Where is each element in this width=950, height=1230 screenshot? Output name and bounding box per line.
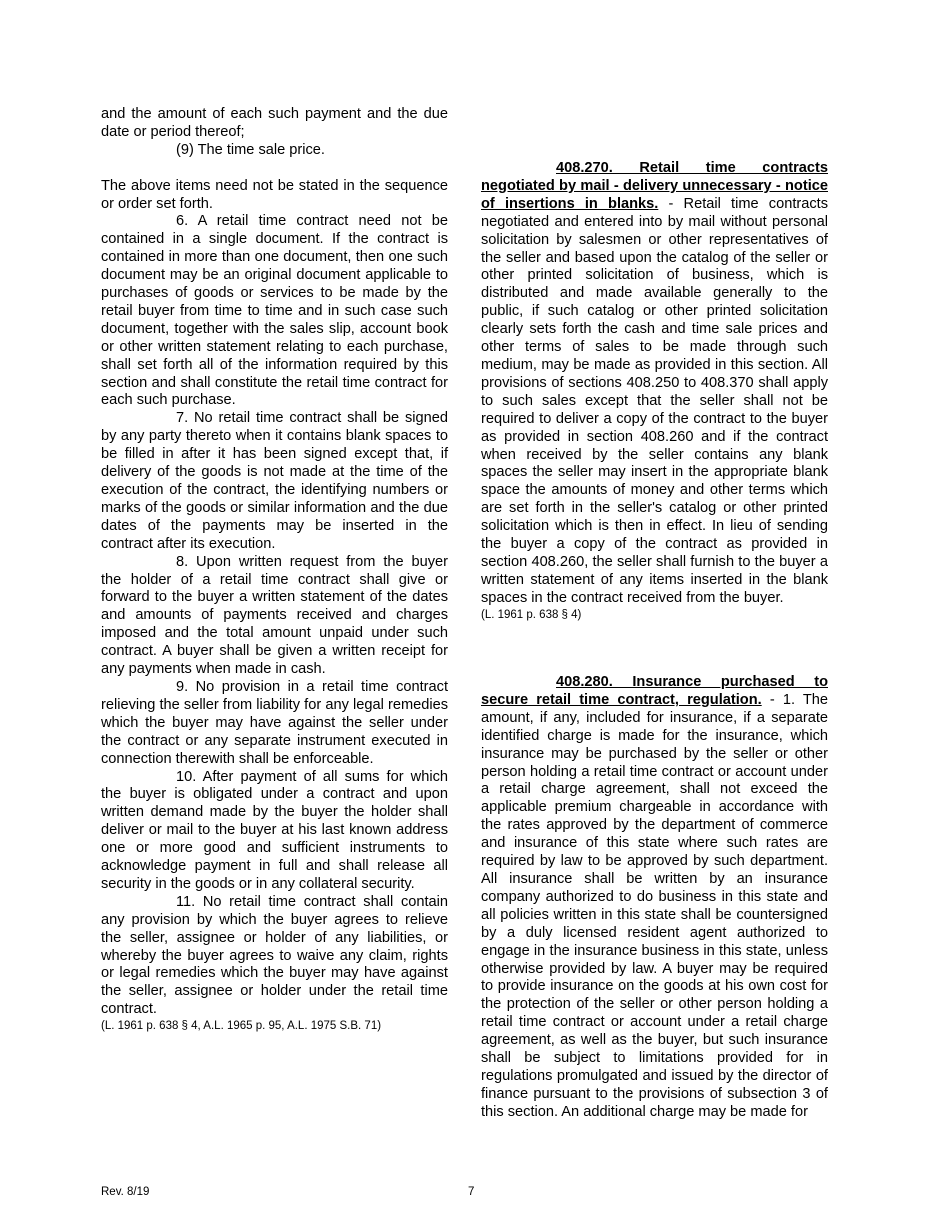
section-408-280	[481, 674, 828, 1122]
section-408-270	[481, 160, 828, 623]
paragraph-10: 10. After payment of all sums for which the buyer is obligated under a contract and upon written demand made by the buyer the holder shall deliver or mail to the buyer at his last known address one or more good and sufficient instruments to acknowledge payment in full and shall release all security in the goods or in any collateral security.	[101, 768, 448, 892]
section-270-heading: 408.270. Retail time contracts negotiated by mail - delivery unnecessary - notice of insertions in blanks.	[481, 160, 828, 212]
section-270-body: - Retail time contracts negotiated and entered into by mail without personal solicitation by salesmen or other representatives of the seller and based upon the catalog of the seller or other printed solicitation of business, which is distributed and made available generally to the public, if such catalog or other printed solicitation clearly sets forth the cash and time sale prices and other terms of sales to be made through such medium, may be made as provided in this section. All provisions of sections 408.250 to 408.370 shall apply to such sales except that the seller shall not be required to deliver a copy of the contract to the buyer as provided in section 408.260 and if the contract when received by the seller contains any blank spaces the seller may insert in the appropriate blank space the amounts of money and other terms which are set forth in the seller's catalog or other printed solicitation which is then in effect. In lieu of sending the buyer a copy of the contract as provided in section 408.260, the seller shall furnish to the buyer a written statement of any items inserted in the blank spaces in the contract received from the buyer.	[481, 195, 829, 606]
section-280-paragraph	[481, 674, 828, 1122]
item-9: (9) The time sale price.	[176, 141, 325, 158]
section-280-body: - 1. The amount, if any, included for insurance, if a separate identified charge is made for the insurance, which insurance may be purchased by the seller or other person holding a retail time contract or account under a retail charge agreement, shall not exceed the applicable premium chargeable in accordance with the rates approved by the department of commerce and insurance of this state where such rates are required by law to be approved by such department. All insurance shall be written by an insurance company authorized to do business in this state and all policies written in this state shall be countersigned by a duly licensed resident agent authorized to engage in the insurance business in this state, unless otherwise provided by law. A buyer may be required to provide insurance on the goods at his own cost for the protection of the seller or other person holding a retail time contract or account under a retail charge agreement, as well as the buyer, but such insurance shall be subject to limitations provided for in regulations promulgated and issued by the director of finance pursuant to the provisions of subsection 3 of this section. An additional charge may be made for	[481, 691, 829, 1120]
section-280-heading: 408.280. Insurance purchased to secure retail time contract, regulation.	[481, 674, 828, 708]
paragraph-7: 7. No retail time contract shall be signed by any party thereto when it contains blank spaces to be filled in after it has been signed except that, if delivery of the goods is not made at the time of the execution of the contract, the identifying numbers or marks of the goods or similar information and the due dates of the payments may be inserted in the contract after its execution.	[101, 410, 448, 552]
paragraph-8: 8. Upon written request from the buyer the holder of a retail time contract shall give or forward to the buyer a written statement of the dates and amounts of payments received and charges imposed and the total amount unpaid under such contract. A buyer shall be given a written receipt for any payments when made in cash.	[101, 553, 448, 678]
intro-text: and the amount of each such payment and the due date or period thereof;	[101, 106, 448, 140]
history-note: (L. 1961 p. 638 § 4, A.L. 1965 p. 95, A.L. 1975 S.B. 71)	[101, 1020, 382, 1033]
paragraph-9: 9. No provision in a retail time contract relieving the seller from liability for any legal remedies which the buyer may have against the seller under the contract or any separate instrument executed in connection therewith shall be enforceable.	[101, 678, 448, 767]
paragraph-6: 6. A retail time contract need not be contained in a single document. If the contract is contained in more than one document, then one such document may be an original document applicable to purchases of goods or services to be made by the retail buyer from time to time and in such case such document, together with the sales slip, account book or other written statement relating to each purchase, shall set forth all of the information required by this section and shall constitute the retail time contract for each such purchase.	[101, 213, 448, 409]
section-270-history: (L. 1961 p. 638 § 4)	[481, 608, 582, 621]
left-column	[101, 106, 448, 1034]
section-270-paragraph	[481, 160, 828, 608]
paragraph-11: 11. No retail time contract shall contain any provision by which the buyer agrees to relieve the seller, assignee or holder of any liabilities, or whereby the buyer agrees to waive any claim, rights or legal remedies which the buyer may have against the seller, assignee or holder under the retail time contract.	[101, 893, 448, 1018]
revision-label: Rev. 8/19	[101, 1186, 150, 1198]
page-number: 7	[468, 1186, 475, 1198]
above-items-text: The above items need not be stated in the sequence or order set forth.	[101, 177, 448, 212]
